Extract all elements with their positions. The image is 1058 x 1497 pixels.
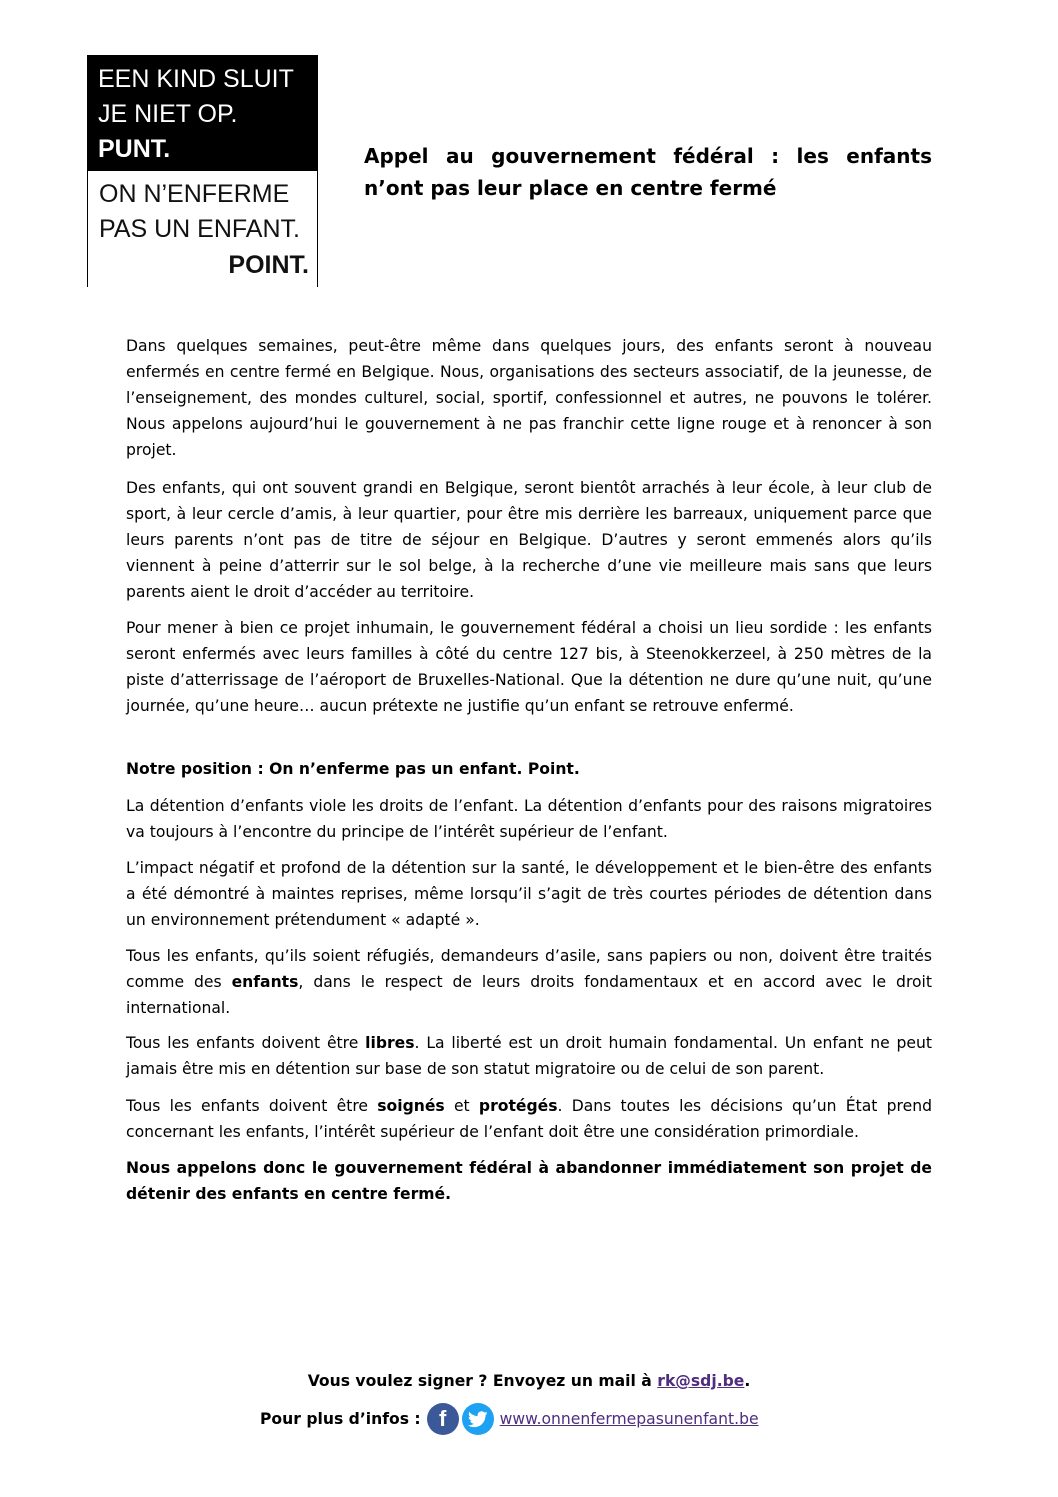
p9-text-c: et [444,1097,479,1115]
facebook-icon[interactable] [427,1403,459,1435]
sign-end: . [744,1372,751,1390]
info-label: Pour plus d’infos : [260,1410,421,1428]
logo-dutch-panel [88,56,317,171]
paragraph-rights-violation: La détention d’enfants viole les droits de l’enfant. La détention d’enfants pour des raisons migratoires va toujours à l’encontre du principe de l’intérêt supérieur de l’enfant. [126,797,932,841]
logo-nl-line-2: JE NIET OP. [98,100,238,128]
document-title [364,140,932,204]
facebook-glyph: f [439,1406,447,1431]
p8-emphasis: libres [365,1034,415,1052]
title-line-2: n’ont pas leur place en centre fermé [364,176,777,200]
twitter-bird-icon [468,1411,488,1428]
sign-text: Vous voulez signer ? Envoyez un mail à [307,1372,658,1390]
paragraph-children-uprooted: Des enfants, qui ont souvent grandi en Belgique, seront bientôt arrachés à leur école, à leur club de sport, à leur cercle d’amis, à leur quartier, pour être mis derrière les barreaux, uniquement parce que leurs parents n’ont pas de titre de séjour en Belgique. D’autres y seront emmenés alors qu’ils viennent à peine d’atterrir sur le sol belge, à la recherche d’une vie meilleure mais sans que leurs parents aient le droit d’accéder au territoire. [126,479,932,601]
p9-emphasis-1: soignés [377,1097,445,1115]
info-line [260,1402,759,1436]
logo-french-panel [88,171,317,287]
title-line-1: Appel au gouvernement fédéral : les enfants [364,144,932,168]
p7-text-a: Tous les enfants, qu’ils soient réfugiés, demandeurs d’asile, sans papiers ou non, doivent être traités comme des [126,947,932,991]
website-link[interactable]: www.onnenfermepasunenfant.be [499,1410,759,1428]
p7-text-c: , dans le respect de leurs droits fondamentaux et en accord avec le droit international. [126,973,932,1017]
p9-emphasis-2: protégés [478,1097,558,1115]
p8-text-c: . La liberté est un droit humain fondamental. Un enfant ne peut jamais être mis en détention sur base de son statut migratoire ou de celui de son parent. [126,1034,932,1078]
paragraph-treated-as-children [126,943,932,1021]
logo-nl-line-1: EEN KIND SLUIT [98,65,294,93]
paragraph-position: Notre position : On n’enferme pas un enfant. Point. [126,760,580,778]
paragraph-negative-impact: L’impact négatif et profond de la détention sur la santé, le développement et le bien-être des enfants a été démontré à maintes reprises, même lorsqu’il s’agit de très courtes périodes de détention dans un environnement prétendument « adapté ». [126,859,932,929]
paragraph-cared-protected [126,1093,932,1145]
paragraph-intro: Dans quelques semaines, peut-être même dans quelques jours, des enfants seront à nouveau enfermés en centre fermé en Belgique. Nous, organisations des secteurs associatif, de la jeunesse, de l’enseignement, des mondes culturel, social, sportif, confessionnel et autres, ne pouvons le tolérer. Nous appelons aujourd’hui le gouvernement à ne pas franchir cette ligne rouge et à renoncer à son projet. [126,337,932,459]
paragraph-free [126,1030,932,1082]
p9-text-a: Tous les enfants doivent être [126,1097,378,1115]
campaign-logo [87,55,318,287]
logo-fr-line-1: ON N’ENFERME [99,180,290,208]
logo-fr-line-3: POINT. [228,251,309,279]
paragraph-call-to-action: Nous appelons donc le gouvernement fédéral à abandonner immédiatement son projet de détenir des enfants en centre fermé. [126,1159,932,1203]
p8-text-a: Tous les enfants doivent être [126,1034,366,1052]
twitter-icon[interactable] [462,1403,494,1435]
p9-text-e: . Dans toutes les décisions qu’un État prend concernant les enfants, l’intérêt supérieur de l’enfant doit être une considération primordiale. [126,1097,932,1141]
paragraph-detention-site: Pour mener à bien ce projet inhumain, le gouvernement fédéral a choisi un lieu sordide : les enfants seront enfermés avec leurs familles à côté du centre 127 bis, à Steenokkerzeel, à 250 mètres de la piste d’atterrissage de l’aéroport de Bruxelles-National. Que la détention ne dure qu’une nuit, qu’une journée, qu’une heure… aucun prétexte ne justifie qu’un enfant se retrouve enfermé. [126,619,932,715]
p7-emphasis: enfants [231,973,299,991]
sign-line [0,1369,1058,1393]
logo-nl-line-3: PUNT. [98,135,171,163]
email-link[interactable]: rk@sdj.be [657,1372,745,1390]
logo-fr-line-2: PAS UN ENFANT. [99,215,300,243]
